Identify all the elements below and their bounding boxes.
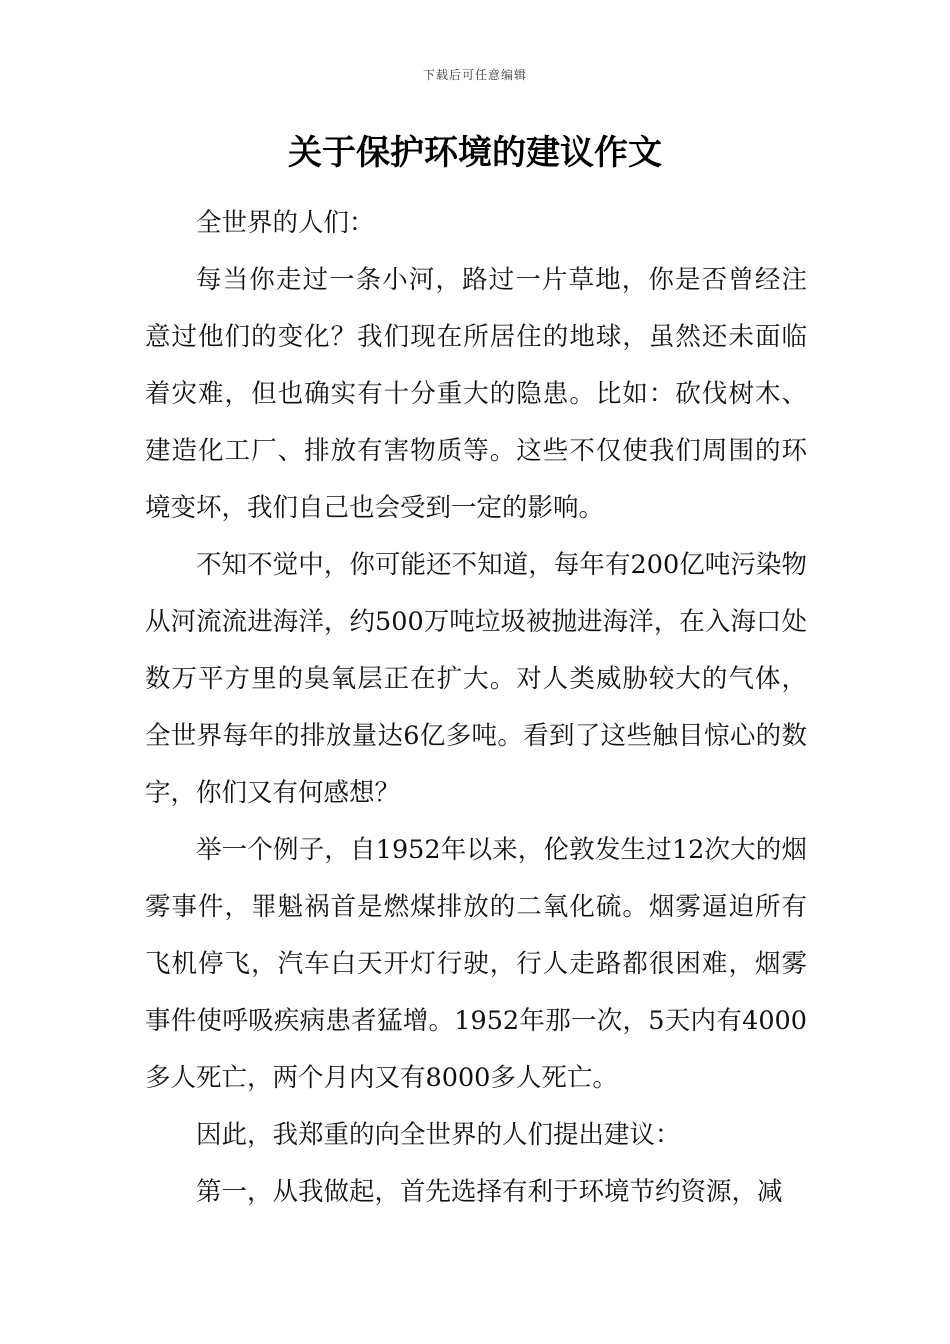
- body-paragraph: 因此，我郑重的向全世界的人们提出建议：: [196, 1120, 681, 1150]
- document-body: [145, 195, 807, 1221]
- document-title: 关于保护环境的建议作文: [288, 133, 662, 173]
- body-paragraph: 举一个例子，自1952年以来，伦敦发生过12次大的烟雾事件，罪魁祸首是燃煤排放的二氧化硫。烟雾逼迫所有飞机停飞，汽车白天开灯行驶，行人走路都很困难，烟雾事件使呼吸疾病患者猛增。1952年那一次，5天内有4000多人死亡，两个月内又有8000多人死亡。: [145, 835, 807, 1093]
- body-paragraph: 第一，从我做起，首先选择有利于环境节约资源，减: [196, 1177, 783, 1207]
- body-paragraph: 不知不觉中，你可能还不知道，每年有200亿吨污染物从河流流进海洋，约500万吨垃圾被抛进海洋，在入海口处数万平方里的臭氧层正在扩大。对人类威胁较大的气体，全世界每年的排放量达6亿多吨。看到了这些触目惊心的数字，你们又有何感想？: [145, 550, 807, 808]
- page-header-note: 下载后可任意编辑: [422, 68, 527, 82]
- salutation-paragraph: 全世界的人们：: [196, 208, 375, 238]
- body-paragraph: 每当你走过一条小河，路过一片草地，你是否曾经注意过他们的变化？我们现在所居住的地球，虽然还未面临着灾难，但也确实有十分重大的隐患。比如：砍伐树木、建造化工厂、排放有害物质等。这些不仅使我们周围的环境变坏，我们自己也会受到一定的影响。: [145, 265, 807, 523]
